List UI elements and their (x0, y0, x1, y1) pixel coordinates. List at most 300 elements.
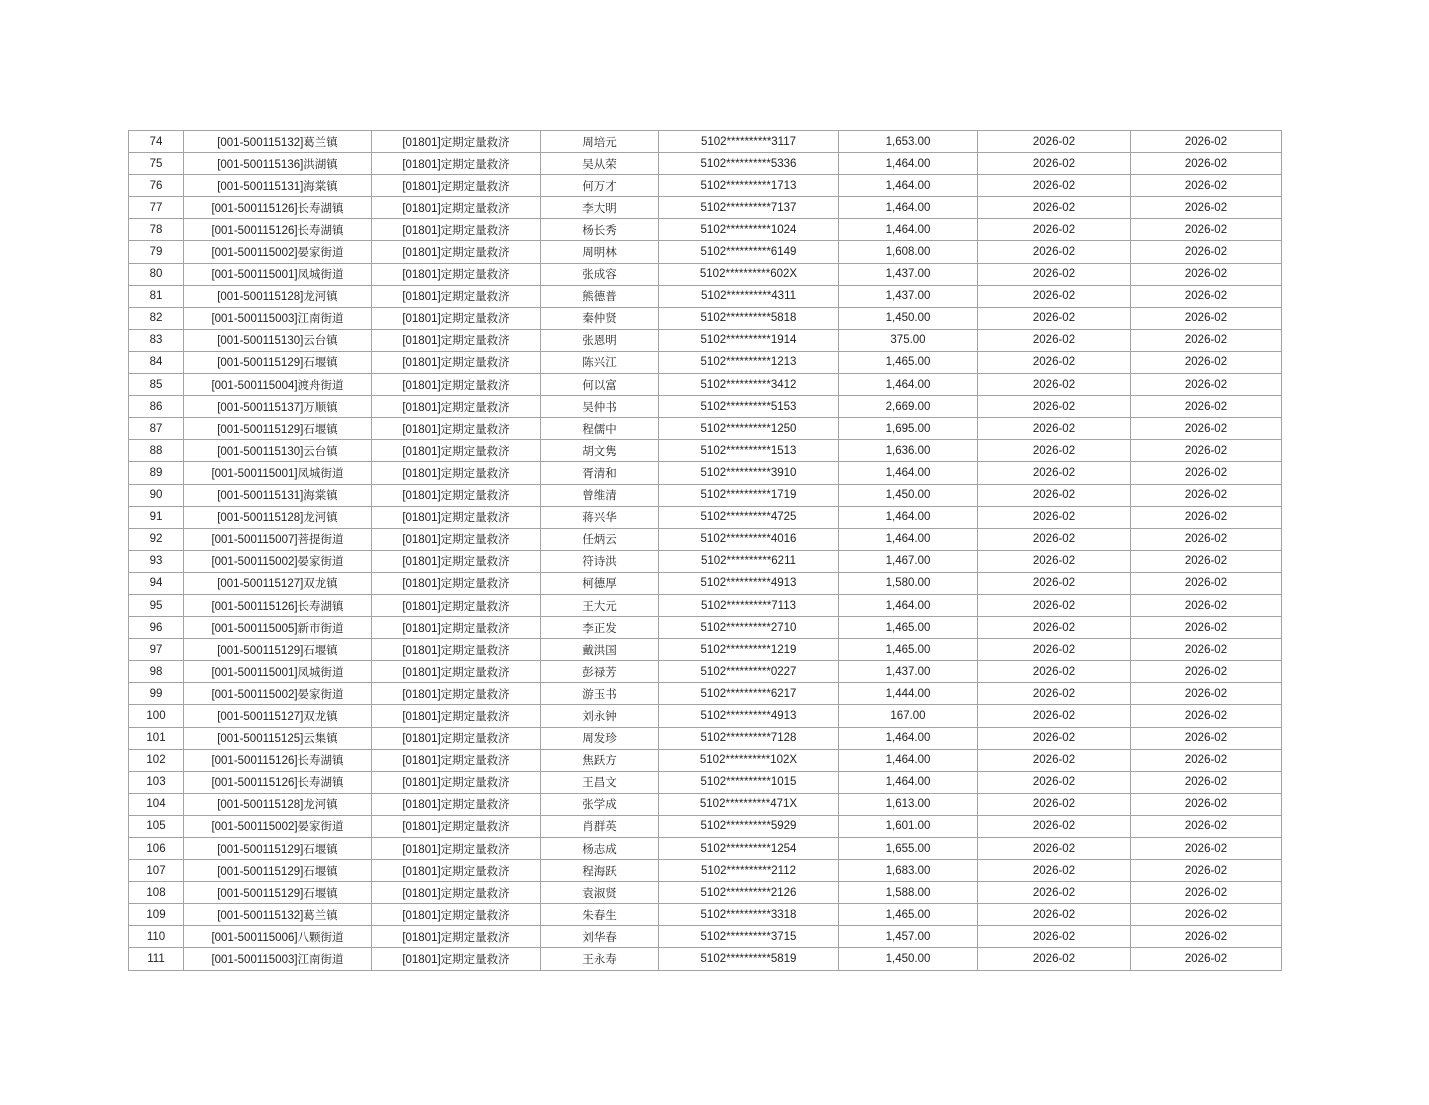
period-month-cell: 2026-02 (1131, 396, 1282, 418)
amount-cell: 1,695.00 (839, 418, 978, 440)
period-month-cell: 2026-02 (1131, 550, 1282, 572)
row-number-cell: 100 (129, 705, 184, 727)
district-code-cell: [001-500115126]长寿湖镇 (184, 594, 372, 616)
row-number-cell: 77 (129, 197, 184, 219)
period-month-cell: 2026-02 (1131, 219, 1282, 241)
grant-month-cell: 2026-02 (978, 838, 1131, 860)
relief-program-cell: [01801]定期定量救济 (372, 904, 541, 926)
table-row (129, 285, 1282, 307)
row-number-cell: 79 (129, 241, 184, 263)
person-name-cell: 程儒中 (541, 418, 659, 440)
grant-month-cell: 2026-02 (978, 948, 1131, 970)
period-month-cell: 2026-02 (1131, 285, 1282, 307)
amount-cell: 1,464.00 (839, 462, 978, 484)
district-code-cell: [001-500115002]晏家街道 (184, 550, 372, 572)
district-code-cell: [001-500115001]凤城街道 (184, 263, 372, 285)
table-row (129, 440, 1282, 462)
amount-cell: 1,437.00 (839, 285, 978, 307)
row-number-cell: 76 (129, 175, 184, 197)
amount-cell: 1,465.00 (839, 904, 978, 926)
id-number-cell: 5102**********6149 (659, 241, 839, 263)
relief-program-cell: [01801]定期定量救济 (372, 307, 541, 329)
amount-cell: 1,601.00 (839, 815, 978, 837)
amount-cell: 1,444.00 (839, 683, 978, 705)
id-number-cell: 5102**********5929 (659, 815, 839, 837)
table-row (129, 351, 1282, 373)
amount-cell: 1,636.00 (839, 440, 978, 462)
person-name-cell: 王大元 (541, 594, 659, 616)
relief-program-cell: [01801]定期定量救济 (372, 396, 541, 418)
table-row (129, 418, 1282, 440)
person-name-cell: 符诗洪 (541, 550, 659, 572)
row-number-cell: 78 (129, 219, 184, 241)
relief-program-cell: [01801]定期定量救济 (372, 285, 541, 307)
district-code-cell: [001-500115002]晏家街道 (184, 241, 372, 263)
district-code-cell: [001-500115002]晏家街道 (184, 815, 372, 837)
table-row (129, 374, 1282, 396)
district-code-cell: [001-500115128]龙河镇 (184, 506, 372, 528)
table-row (129, 153, 1282, 175)
district-code-cell: [001-500115129]石堰镇 (184, 418, 372, 440)
relief-program-cell: [01801]定期定量救济 (372, 882, 541, 904)
amount-cell: 375.00 (839, 329, 978, 351)
row-number-cell: 97 (129, 639, 184, 661)
relief-program-cell: [01801]定期定量救济 (372, 374, 541, 396)
person-name-cell: 熊德普 (541, 285, 659, 307)
grant-month-cell: 2026-02 (978, 396, 1131, 418)
person-name-cell: 蒋兴华 (541, 506, 659, 528)
period-month-cell: 2026-02 (1131, 175, 1282, 197)
period-month-cell: 2026-02 (1131, 506, 1282, 528)
amount-cell: 1,464.00 (839, 594, 978, 616)
table-row (129, 838, 1282, 860)
district-code-cell: [001-500115126]长寿湖镇 (184, 771, 372, 793)
person-name-cell: 陈兴江 (541, 351, 659, 373)
person-name-cell: 张恩明 (541, 329, 659, 351)
period-month-cell: 2026-02 (1131, 661, 1282, 683)
district-code-cell: [001-500115003]江南街道 (184, 948, 372, 970)
relief-program-cell: [01801]定期定量救济 (372, 219, 541, 241)
relief-program-cell: [01801]定期定量救济 (372, 771, 541, 793)
relief-program-cell: [01801]定期定量救济 (372, 948, 541, 970)
id-number-cell: 5102**********0227 (659, 661, 839, 683)
district-code-cell: [001-500115132]葛兰镇 (184, 131, 372, 153)
person-name-cell: 肖群英 (541, 815, 659, 837)
district-code-cell: [001-500115129]石堰镇 (184, 639, 372, 661)
relief-program-cell: [01801]定期定量救济 (372, 484, 541, 506)
amount-cell: 1,464.00 (839, 175, 978, 197)
district-code-cell: [001-500115126]长寿湖镇 (184, 749, 372, 771)
amount-cell: 1,464.00 (839, 153, 978, 175)
relief-program-cell: [01801]定期定量救济 (372, 838, 541, 860)
grant-month-cell: 2026-02 (978, 904, 1131, 926)
period-month-cell: 2026-02 (1131, 683, 1282, 705)
period-month-cell: 2026-02 (1131, 617, 1282, 639)
relief-program-cell: [01801]定期定量救济 (372, 815, 541, 837)
district-code-cell: [001-500115004]渡舟街道 (184, 374, 372, 396)
period-month-cell: 2026-02 (1131, 528, 1282, 550)
period-month-cell: 2026-02 (1131, 705, 1282, 727)
grant-month-cell: 2026-02 (978, 131, 1131, 153)
amount-cell: 1,464.00 (839, 197, 978, 219)
period-month-cell: 2026-02 (1131, 594, 1282, 616)
grant-month-cell: 2026-02 (978, 241, 1131, 263)
table-row (129, 860, 1282, 882)
amount-cell: 1,655.00 (839, 838, 978, 860)
relief-program-cell: [01801]定期定量救济 (372, 926, 541, 948)
period-month-cell: 2026-02 (1131, 904, 1282, 926)
grant-month-cell: 2026-02 (978, 351, 1131, 373)
district-code-cell: [001-500115005]新市街道 (184, 617, 372, 639)
grant-month-cell: 2026-02 (978, 882, 1131, 904)
row-number-cell: 102 (129, 749, 184, 771)
row-number-cell: 110 (129, 926, 184, 948)
id-number-cell: 5102**********5818 (659, 307, 839, 329)
period-month-cell: 2026-02 (1131, 860, 1282, 882)
relief-program-cell: [01801]定期定量救济 (372, 860, 541, 882)
id-number-cell: 5102**********5336 (659, 153, 839, 175)
table-row (129, 594, 1282, 616)
person-name-cell: 何以富 (541, 374, 659, 396)
row-number-cell: 107 (129, 860, 184, 882)
person-name-cell: 王永寿 (541, 948, 659, 970)
grant-month-cell: 2026-02 (978, 440, 1131, 462)
amount-cell: 1,464.00 (839, 727, 978, 749)
person-name-cell: 胡文隽 (541, 440, 659, 462)
amount-cell: 1,450.00 (839, 948, 978, 970)
id-number-cell: 5102**********1719 (659, 484, 839, 506)
table-row (129, 197, 1282, 219)
id-number-cell: 5102**********3715 (659, 926, 839, 948)
table-row (129, 572, 1282, 594)
amount-cell: 1,465.00 (839, 351, 978, 373)
grant-month-cell: 2026-02 (978, 307, 1131, 329)
grant-month-cell: 2026-02 (978, 528, 1131, 550)
amount-cell: 1,580.00 (839, 572, 978, 594)
id-number-cell: 5102**********1250 (659, 418, 839, 440)
grant-month-cell: 2026-02 (978, 705, 1131, 727)
period-month-cell: 2026-02 (1131, 263, 1282, 285)
person-name-cell: 周培元 (541, 131, 659, 153)
id-number-cell: 5102**********3412 (659, 374, 839, 396)
district-code-cell: [001-500115003]江南街道 (184, 307, 372, 329)
district-code-cell: [001-500115136]洪湖镇 (184, 153, 372, 175)
relief-program-cell: [01801]定期定量救济 (372, 131, 541, 153)
grant-month-cell: 2026-02 (978, 639, 1131, 661)
district-code-cell: [001-500115128]龙河镇 (184, 793, 372, 815)
period-month-cell: 2026-02 (1131, 793, 1282, 815)
person-name-cell: 胥清和 (541, 462, 659, 484)
table-row (129, 661, 1282, 683)
amount-cell: 2,669.00 (839, 396, 978, 418)
amount-cell: 1,653.00 (839, 131, 978, 153)
period-month-cell: 2026-02 (1131, 771, 1282, 793)
relief-program-cell: [01801]定期定量救济 (372, 705, 541, 727)
district-code-cell: [001-500115127]双龙镇 (184, 572, 372, 594)
period-month-cell: 2026-02 (1131, 838, 1282, 860)
table-row (129, 307, 1282, 329)
period-month-cell: 2026-02 (1131, 727, 1282, 749)
row-number-cell: 94 (129, 572, 184, 594)
row-number-cell: 99 (129, 683, 184, 705)
person-name-cell: 杨长秀 (541, 219, 659, 241)
table-row (129, 175, 1282, 197)
period-month-cell: 2026-02 (1131, 307, 1282, 329)
person-name-cell: 程海跃 (541, 860, 659, 882)
row-number-cell: 88 (129, 440, 184, 462)
id-number-cell: 5102**********4725 (659, 506, 839, 528)
amount-cell: 1,464.00 (839, 749, 978, 771)
id-number-cell: 5102**********1024 (659, 219, 839, 241)
table-row (129, 462, 1282, 484)
table-row (129, 793, 1282, 815)
row-number-cell: 98 (129, 661, 184, 683)
grant-month-cell: 2026-02 (978, 285, 1131, 307)
district-code-cell: [001-500115128]龙河镇 (184, 285, 372, 307)
row-number-cell: 93 (129, 550, 184, 572)
id-number-cell: 5102**********1513 (659, 440, 839, 462)
table-row (129, 506, 1282, 528)
relief-program-cell: [01801]定期定量救济 (372, 462, 541, 484)
amount-cell: 1,457.00 (839, 926, 978, 948)
person-name-cell: 秦仲贤 (541, 307, 659, 329)
person-name-cell: 周发珍 (541, 727, 659, 749)
district-code-cell: [001-500115002]晏家街道 (184, 683, 372, 705)
grant-month-cell: 2026-02 (978, 550, 1131, 572)
relief-program-cell: [01801]定期定量救济 (372, 683, 541, 705)
district-code-cell: [001-500115127]双龙镇 (184, 705, 372, 727)
relief-program-cell: [01801]定期定量救济 (372, 440, 541, 462)
district-code-cell: [001-500115131]海棠镇 (184, 175, 372, 197)
id-number-cell: 5102**********6211 (659, 550, 839, 572)
amount-cell: 1,464.00 (839, 528, 978, 550)
district-code-cell: [001-500115001]凤城街道 (184, 462, 372, 484)
table-row (129, 241, 1282, 263)
grant-month-cell: 2026-02 (978, 860, 1131, 882)
period-month-cell: 2026-02 (1131, 882, 1282, 904)
grant-month-cell: 2026-02 (978, 926, 1131, 948)
relief-program-cell: [01801]定期定量救济 (372, 727, 541, 749)
relief-program-cell: [01801]定期定量救济 (372, 594, 541, 616)
row-number-cell: 86 (129, 396, 184, 418)
table-body (129, 131, 1282, 971)
row-number-cell: 92 (129, 528, 184, 550)
row-number-cell: 89 (129, 462, 184, 484)
amount-cell: 1,450.00 (839, 307, 978, 329)
id-number-cell: 5102**********1914 (659, 329, 839, 351)
table-row (129, 727, 1282, 749)
relief-program-cell: [01801]定期定量救济 (372, 749, 541, 771)
relief-program-cell: [01801]定期定量救济 (372, 329, 541, 351)
table-row (129, 396, 1282, 418)
grant-month-cell: 2026-02 (978, 771, 1131, 793)
id-number-cell: 5102**********4913 (659, 572, 839, 594)
row-number-cell: 105 (129, 815, 184, 837)
id-number-cell: 5102**********1219 (659, 639, 839, 661)
table-row (129, 219, 1282, 241)
relief-program-cell: [01801]定期定量救济 (372, 793, 541, 815)
grant-month-cell: 2026-02 (978, 572, 1131, 594)
row-number-cell: 81 (129, 285, 184, 307)
period-month-cell: 2026-02 (1131, 926, 1282, 948)
row-number-cell: 104 (129, 793, 184, 815)
grant-month-cell: 2026-02 (978, 175, 1131, 197)
relief-program-cell: [01801]定期定量救济 (372, 639, 541, 661)
table-row (129, 815, 1282, 837)
id-number-cell: 5102**********3910 (659, 462, 839, 484)
row-number-cell: 103 (129, 771, 184, 793)
relief-program-cell: [01801]定期定量救济 (372, 153, 541, 175)
table-row (129, 263, 1282, 285)
table-row (129, 617, 1282, 639)
grant-month-cell: 2026-02 (978, 793, 1131, 815)
person-name-cell: 刘华春 (541, 926, 659, 948)
row-number-cell: 95 (129, 594, 184, 616)
period-month-cell: 2026-02 (1131, 440, 1282, 462)
district-code-cell: [001-500115131]海棠镇 (184, 484, 372, 506)
row-number-cell: 74 (129, 131, 184, 153)
id-number-cell: 5102**********5819 (659, 948, 839, 970)
row-number-cell: 111 (129, 948, 184, 970)
row-number-cell: 108 (129, 882, 184, 904)
person-name-cell: 张成容 (541, 263, 659, 285)
table-row (129, 948, 1282, 970)
grant-month-cell: 2026-02 (978, 484, 1131, 506)
amount-cell: 1,465.00 (839, 617, 978, 639)
person-name-cell: 焦跃方 (541, 749, 659, 771)
person-name-cell: 吴从荣 (541, 153, 659, 175)
district-code-cell: [001-500115130]云台镇 (184, 440, 372, 462)
table-row (129, 484, 1282, 506)
row-number-cell: 106 (129, 838, 184, 860)
district-code-cell: [001-500115129]石堰镇 (184, 351, 372, 373)
grant-month-cell: 2026-02 (978, 506, 1131, 528)
relief-payment-table (128, 130, 1282, 971)
amount-cell: 1,467.00 (839, 550, 978, 572)
grant-month-cell: 2026-02 (978, 594, 1131, 616)
district-code-cell: [001-500115132]葛兰镇 (184, 904, 372, 926)
relief-program-cell: [01801]定期定量救济 (372, 661, 541, 683)
district-code-cell: [001-500115129]石堰镇 (184, 838, 372, 860)
row-number-cell: 91 (129, 506, 184, 528)
district-code-cell: [001-500115126]长寿湖镇 (184, 219, 372, 241)
grant-month-cell: 2026-02 (978, 418, 1131, 440)
period-month-cell: 2026-02 (1131, 374, 1282, 396)
person-name-cell: 周明林 (541, 241, 659, 263)
period-month-cell: 2026-02 (1131, 749, 1282, 771)
row-number-cell: 85 (129, 374, 184, 396)
district-code-cell: [001-500115007]菩提街道 (184, 528, 372, 550)
amount-cell: 1,465.00 (839, 639, 978, 661)
period-month-cell: 2026-02 (1131, 351, 1282, 373)
period-month-cell: 2026-02 (1131, 639, 1282, 661)
id-number-cell: 5102**********1254 (659, 838, 839, 860)
id-number-cell: 5102**********4311 (659, 285, 839, 307)
table-row (129, 528, 1282, 550)
table-row (129, 771, 1282, 793)
id-number-cell: 5102**********2126 (659, 882, 839, 904)
id-number-cell: 5102**********7113 (659, 594, 839, 616)
amount-cell: 1,437.00 (839, 263, 978, 285)
row-number-cell: 109 (129, 904, 184, 926)
period-month-cell: 2026-02 (1131, 418, 1282, 440)
grant-month-cell: 2026-02 (978, 617, 1131, 639)
id-number-cell: 5102**********6217 (659, 683, 839, 705)
amount-cell: 1,450.00 (839, 484, 978, 506)
grant-month-cell: 2026-02 (978, 329, 1131, 351)
amount-cell: 1,613.00 (839, 793, 978, 815)
district-code-cell: [001-500115006]八颗街道 (184, 926, 372, 948)
person-name-cell: 朱春生 (541, 904, 659, 926)
table-row (129, 749, 1282, 771)
period-month-cell: 2026-02 (1131, 197, 1282, 219)
district-code-cell: [001-500115137]万顺镇 (184, 396, 372, 418)
row-number-cell: 87 (129, 418, 184, 440)
person-name-cell: 李正发 (541, 617, 659, 639)
district-code-cell: [001-500115001]凤城街道 (184, 661, 372, 683)
grant-month-cell: 2026-02 (978, 197, 1131, 219)
person-name-cell: 张学成 (541, 793, 659, 815)
relief-program-cell: [01801]定期定量救济 (372, 528, 541, 550)
period-month-cell: 2026-02 (1131, 484, 1282, 506)
grant-month-cell: 2026-02 (978, 263, 1131, 285)
id-number-cell: 5102**********3117 (659, 131, 839, 153)
relief-program-cell: [01801]定期定量救济 (372, 241, 541, 263)
person-name-cell: 曾维清 (541, 484, 659, 506)
relief-program-cell: [01801]定期定量救济 (372, 175, 541, 197)
period-month-cell: 2026-02 (1131, 815, 1282, 837)
id-number-cell: 5102**********3318 (659, 904, 839, 926)
id-number-cell: 5102**********7137 (659, 197, 839, 219)
row-number-cell: 75 (129, 153, 184, 175)
person-name-cell: 游玉书 (541, 683, 659, 705)
row-number-cell: 96 (129, 617, 184, 639)
grant-month-cell: 2026-02 (978, 727, 1131, 749)
district-code-cell: [001-500115125]云集镇 (184, 727, 372, 749)
grant-month-cell: 2026-02 (978, 462, 1131, 484)
id-number-cell: 5102**********4913 (659, 705, 839, 727)
amount-cell: 1,437.00 (839, 661, 978, 683)
grant-month-cell: 2026-02 (978, 661, 1131, 683)
table-row (129, 926, 1282, 948)
grant-month-cell: 2026-02 (978, 749, 1131, 771)
person-name-cell: 王昌文 (541, 771, 659, 793)
person-name-cell: 刘永钟 (541, 705, 659, 727)
district-code-cell: [001-500115129]石堰镇 (184, 882, 372, 904)
id-number-cell: 5102**********4016 (659, 528, 839, 550)
relief-program-cell: [01801]定期定量救济 (372, 263, 541, 285)
person-name-cell: 柯德厚 (541, 572, 659, 594)
table-row (129, 882, 1282, 904)
grant-month-cell: 2026-02 (978, 374, 1131, 396)
amount-cell: 1,608.00 (839, 241, 978, 263)
person-name-cell: 李大明 (541, 197, 659, 219)
id-number-cell: 5102**********102X (659, 749, 839, 771)
relief-payment-table-wrap (128, 130, 1282, 971)
person-name-cell: 任炳云 (541, 528, 659, 550)
person-name-cell: 戴洪国 (541, 639, 659, 661)
table-row (129, 131, 1282, 153)
table-row (129, 683, 1282, 705)
grant-month-cell: 2026-02 (978, 153, 1131, 175)
period-month-cell: 2026-02 (1131, 153, 1282, 175)
relief-program-cell: [01801]定期定量救济 (372, 550, 541, 572)
period-month-cell: 2026-02 (1131, 131, 1282, 153)
row-number-cell: 80 (129, 263, 184, 285)
relief-program-cell: [01801]定期定量救济 (372, 506, 541, 528)
row-number-cell: 90 (129, 484, 184, 506)
id-number-cell: 5102**********5153 (659, 396, 839, 418)
